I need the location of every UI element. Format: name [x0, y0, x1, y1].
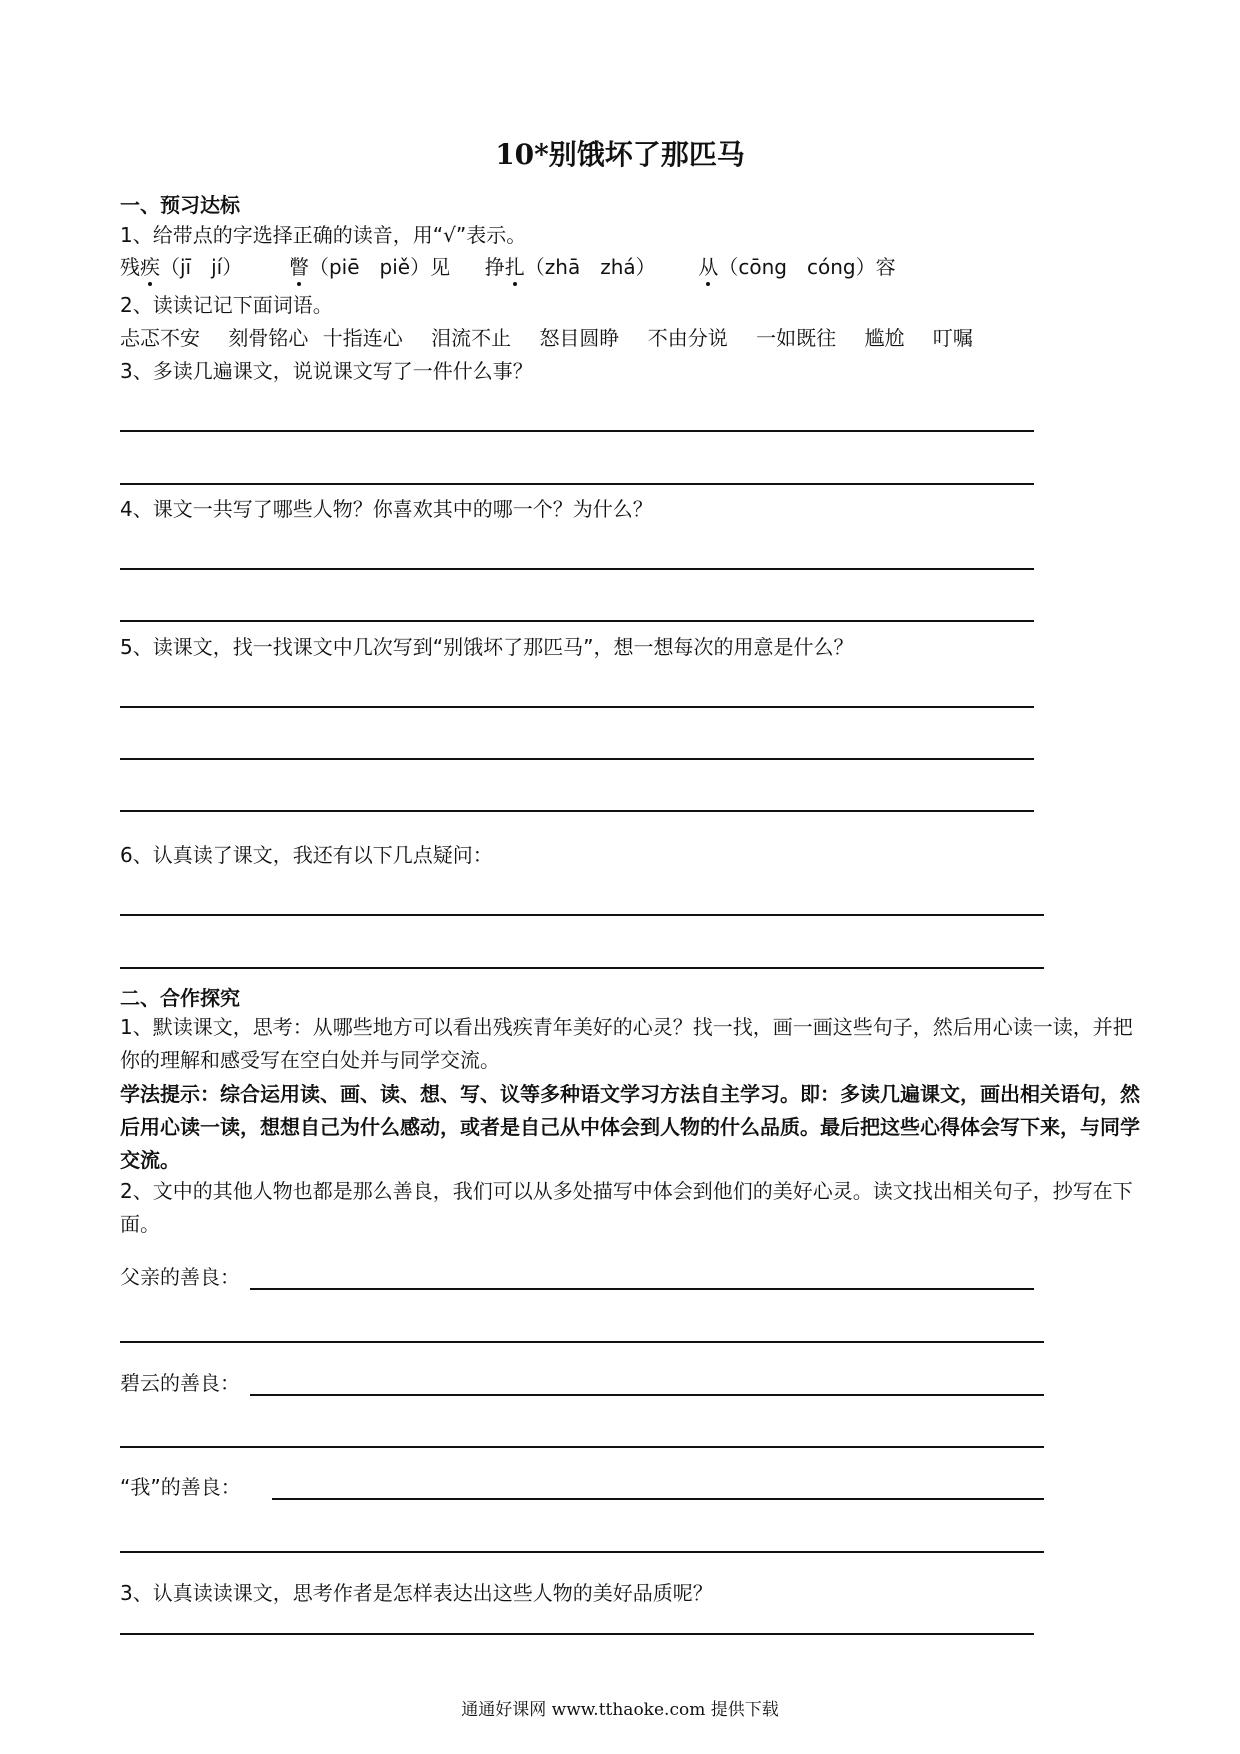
- vocab-word: 十指连心: [322, 326, 403, 350]
- section-heading-cooperation: 二、合作探究: [120, 986, 240, 1010]
- section-heading-preview: 一、预习达标: [120, 193, 240, 217]
- footer-credit: 通通好课网 www.tthaoke.com 提供下载: [461, 1700, 779, 1720]
- answer-line: [120, 914, 1044, 916]
- pinyin-item: 挣扎（zhā zhá）: [484, 255, 656, 279]
- answer-line: [120, 1551, 1044, 1553]
- question-1-6: 6、认真读了课文，我还有以下几点疑问：: [120, 843, 493, 867]
- question-1-3: 3、多读几遍课文，说说课文写了一件什么事？: [120, 359, 533, 383]
- answer-line: [120, 1341, 1044, 1343]
- question-1-1: 1、给带点的字选择正确的读音，用“√”表示。: [120, 223, 527, 247]
- answer-line: [120, 706, 1034, 708]
- vocab-word: 尴尬: [864, 326, 905, 350]
- me-label: “我”的善良：: [120, 1475, 241, 1499]
- answer-line: [120, 758, 1034, 760]
- answer-line: [120, 620, 1034, 622]
- vocab-word: 一如既往: [756, 326, 837, 350]
- page-title: 10*别饿坏了那匹马: [495, 138, 745, 171]
- answer-line: [120, 1633, 1034, 1635]
- answer-line: [120, 483, 1034, 485]
- vocab-list: [120, 325, 973, 351]
- question-2-1: 1、默读课文，思考：从哪些地方可以看出残疾青年美好的心灵？找一找，画一画这些句子，然后用心读一读，并把你的理解和感受写在空白处并与同学交流。: [120, 1015, 1133, 1072]
- vocab-word: 忐忑不安: [120, 326, 200, 350]
- answer-line: [120, 1446, 1044, 1448]
- pinyin-item: 残疾（jī jí）: [120, 255, 243, 279]
- answer-line: [250, 1288, 1034, 1290]
- answer-line: [120, 430, 1034, 432]
- father-label: 父亲的善良：: [120, 1265, 240, 1289]
- vocab-word: 怒目圆睁: [539, 326, 620, 350]
- vocab-word: 泪流不止: [431, 326, 512, 350]
- answer-line: [120, 810, 1034, 812]
- pinyin-item: 瞥（piē piě）见: [288, 255, 451, 279]
- biyun-label: 碧云的善良：: [120, 1371, 240, 1395]
- vocab-word: 不由分说: [647, 326, 728, 350]
- question-1-5: 5、读课文，找一找课文中几次写到“别饿坏了那匹马”，想一想每次的用意是什么？: [120, 635, 854, 659]
- question-2-3: 3、认真读读课文，思考作者是怎样表达出这些人物的美好品质呢？: [120, 1581, 713, 1605]
- study-tip: 学法提示：综合运用读、画、读、想、写、议等多种语文学习方法自主学习。即：多读几遍课文，画出相关语句，然后用心读一读，想想自己为什么感动，或者是自己从中体会到人物的什么品质。最后把这些心得体会写下来，与同学交流。: [120, 1082, 1140, 1172]
- question-1-2: 2、读读记记下面词语。: [120, 293, 333, 317]
- question-1-4: 4、课文一共写了哪些人物？你喜欢其中的哪一个？为什么？: [120, 497, 653, 521]
- pinyin-items: [120, 254, 896, 280]
- answer-line: [120, 967, 1044, 969]
- answer-line: [250, 1394, 1044, 1396]
- pinyin-item: 从（cōng cóng）容: [698, 255, 896, 279]
- answer-line: [120, 568, 1034, 570]
- vocab-word: 刻骨铭心: [228, 326, 309, 350]
- answer-line: [272, 1498, 1044, 1500]
- vocab-word: 叮嘱: [932, 326, 973, 350]
- question-2-2: 2、文中的其他人物也都是那么善良，我们可以从多处描写中体会到他们的美好心灵。读文找出相关句子，抄写在下面。: [120, 1179, 1133, 1236]
